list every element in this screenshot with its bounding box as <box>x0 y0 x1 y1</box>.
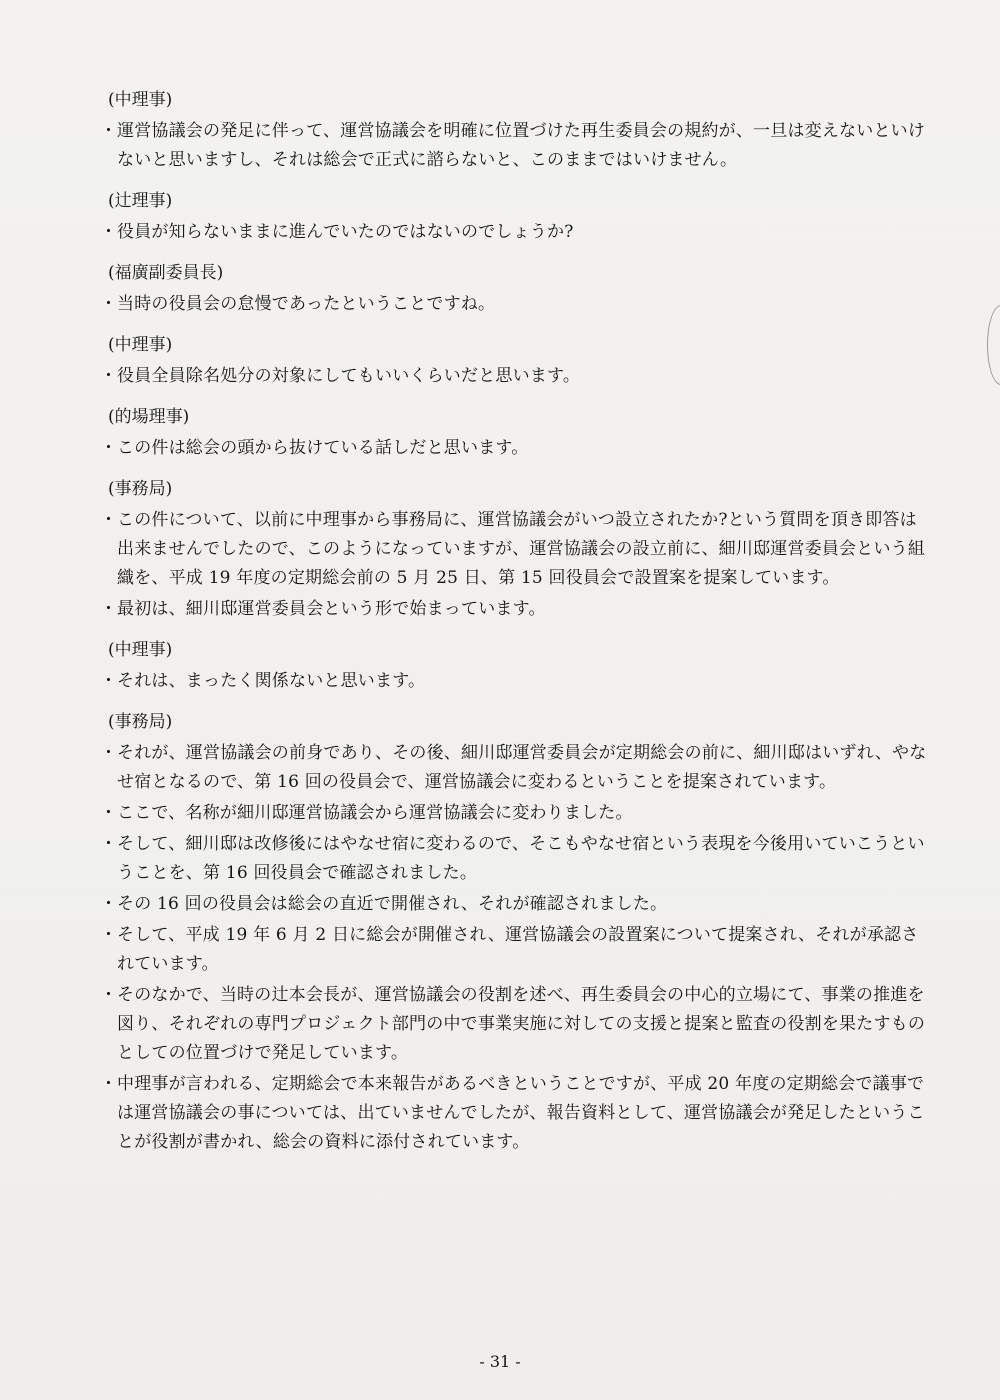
speaker-block <box>100 405 930 463</box>
statement-text: そのなかで、当時の辻本会長が、運営協議会の役割を述べ、再生委員会の中心的立場にて、事業の推進を図り、それぞれの専門プロジェクト部門の中で事業実施に対しての支援と提案と監査の役割を果たすものとしての位置づけで発足しています。 <box>117 985 926 1063</box>
speaker-name: (事務局) <box>108 712 173 732</box>
statement-text: その 16 回の役員会は総会の直近で開催され、それが確認されました。 <box>117 894 668 914</box>
statement-text: この件は総会の頭から抜けている話しだと思います。 <box>117 438 529 458</box>
bullet-marker: ・ <box>100 1074 118 1094</box>
bullet-marker: ・ <box>100 894 118 914</box>
statement <box>100 667 930 696</box>
statement <box>100 290 930 319</box>
bullet-marker: ・ <box>100 671 118 691</box>
page-number: - 31 - <box>479 1352 521 1371</box>
statement <box>100 1070 930 1157</box>
speaker-block <box>100 88 930 175</box>
speaker-name: (事務局) <box>108 479 173 499</box>
statement-text: そして、平成 19 年 6 月 2 日に総会が開催され、運営協議会の設置案について提案され、それが承認されています。 <box>117 925 919 974</box>
statement-text: 最初は、細川邸運営委員会という形で始まっています。 <box>117 599 546 619</box>
speaker-name: (的場理事) <box>108 407 190 427</box>
minutes-body <box>100 88 930 1171</box>
speaker-name: (福廣副委員長) <box>108 263 224 283</box>
statement-text: 中理事が言われる、定期総会で本来報告があるべきということですが、平成 20 年度の定期総会で議事では運営協議会の事については、出ていませんでしたが、報告資料として、運営協議会が発足したということが役割が書かれ、総会の資料に添付されています。 <box>117 1074 925 1152</box>
statement-text: 役員全員除名処分の対象にしてもいいくらいだと思います。 <box>117 366 581 386</box>
bullet-marker: ・ <box>100 599 118 619</box>
statement-text: そして、細川邸は改修後にはやなせ宿に変わるので、そこもやなせ宿という表現を今後用いていこうということを、第 16 回役員会で確認されました。 <box>117 834 925 883</box>
statement <box>100 799 930 828</box>
speaker-block <box>100 638 930 696</box>
bullet-marker: ・ <box>100 925 118 945</box>
statement <box>100 739 930 797</box>
bullet-marker: ・ <box>100 366 118 386</box>
speaker-block <box>100 710 930 1157</box>
bullet-marker: ・ <box>100 803 118 823</box>
statement-text: それが、運営協議会の前身であり、その後、細川邸運営委員会が定期総会の前に、細川邸はいずれ、やなせ宿となるので、第 16 回の役員会で、運営協議会に変わるということを提案されています。 <box>117 743 927 792</box>
bullet-marker: ・ <box>100 743 118 763</box>
bullet-marker: ・ <box>100 121 118 141</box>
bullet-marker: ・ <box>100 510 118 530</box>
bullet-marker: ・ <box>100 834 118 854</box>
speaker-block <box>100 333 930 391</box>
statement-text: 役員が知らないままに進んでいたのではないのでしょうか? <box>117 222 574 242</box>
speaker-block <box>100 261 930 319</box>
statement <box>100 434 930 463</box>
statement-text: 当時の役員会の怠慢であったということですね。 <box>117 294 496 314</box>
speaker-name: (辻理事) <box>108 191 173 211</box>
bullet-marker: ・ <box>100 294 118 314</box>
speaker-name: (中理事) <box>108 640 173 660</box>
statement <box>100 921 930 979</box>
page-edge-mark <box>987 305 1000 385</box>
speaker-block <box>100 189 930 247</box>
speaker-name: (中理事) <box>108 335 173 355</box>
bullet-marker: ・ <box>100 222 118 242</box>
speaker-name: (中理事) <box>108 90 173 110</box>
statement <box>100 506 930 593</box>
speaker-block <box>100 477 930 624</box>
statement <box>100 890 930 919</box>
statement <box>100 117 930 175</box>
statement-text: この件について、以前に中理事から事務局に、運営協議会がいつ設立されたか?という質問を頂き即答は出来ませんでしたので、このようになっていますが、運営協議会の設立前に、細川邸運営委員会という組織を、平成 19 年度の定期総会前の 5 月 25 日、第 15 回役員会で設置案を提案しています。 <box>117 510 926 588</box>
bullet-marker: ・ <box>100 438 118 458</box>
statement-text: 運営協議会の発足に伴って、運営協議会を明確に位置づけた再生委員会の規約が、一旦は変えないといけないと思いますし、それは総会で正式に諮らないと、このままではいけません。 <box>117 121 926 170</box>
statement <box>100 362 930 391</box>
statement-text: それは、まったく関係ないと思います。 <box>117 671 426 691</box>
statement <box>100 218 930 247</box>
bullet-marker: ・ <box>100 985 118 1005</box>
statement <box>100 981 930 1068</box>
statement <box>100 830 930 888</box>
statement <box>100 595 930 624</box>
statement-text: ここで、名称が細川邸運営協議会から運営協議会に変わりました。 <box>117 803 633 823</box>
